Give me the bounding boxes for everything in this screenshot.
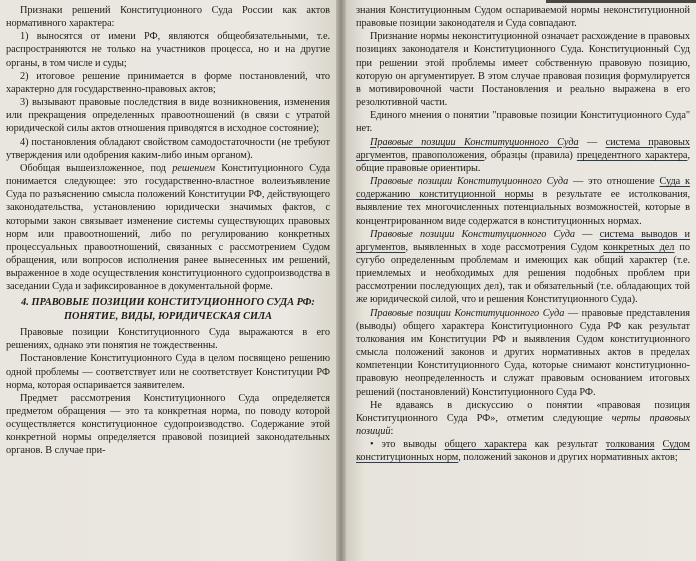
text-run: , положений законов и других нормативных актов;: [458, 452, 678, 464]
text-run: • это выводы: [370, 439, 445, 451]
text-run: —: [578, 136, 606, 148]
text-run: , образцы (правила): [484, 149, 577, 161]
text-run: как результат: [526, 439, 606, 451]
section-heading-line-1: 4. ПРАВОВЫЕ ПОЗИЦИИ КОНСТИТУЦИОННОГО СУДА РФ:: [21, 297, 315, 309]
definition-term: Правовые позиции Конституционного Суда: [370, 228, 576, 240]
right-paragraph-unconstitutional: Признание нормы неконституционной означает расхождение в правовых позициях законодателя и Конституционного Суда. Конституционный Суд при решении этой проблемы имеет собственную правовую позицию, которую он аргументирует. В этом случае правовая позиция формулируется в мотивировочной части Постановления и реально выражена в его резолютивной части.: [356, 31, 690, 109]
text-run: — это отношение: [568, 176, 660, 188]
definition-4: [356, 307, 690, 399]
left-paragraph-criterion-3: 3) вызывают правовые последствия в виде возникновения, изменения или прекращения определенных правоотношений (в связи с утратой юридической силы актов отношения приводятся в исходное состояние);: [6, 97, 330, 135]
text-run: Обобщая вышеизложенное, под: [20, 162, 173, 174]
underlined-phrase: прецедентного характера: [576, 149, 688, 161]
text-run: :: [390, 426, 394, 437]
text-run: — правовые представления (выводы) общего характера Конституционного Суда РФ как результат толкования им Конституции РФ и выявления Судом конституционного смысла положений законов и других нормативных актов в пределах компетенции Конституционного Суда, которые снимают конституционно-правовую неопределенность и служат правовым основанием итоговых решений (постановлений) Конституционного Суда РФ.: [356, 307, 690, 398]
definition-term: Правовые позиции Конституционного Суда: [370, 307, 565, 319]
left-page: [0, 0, 338, 561]
underlined-phrase: конкретных дел: [603, 241, 675, 253]
running-header-bar: [546, 0, 696, 3]
book-gutter: [336, 0, 346, 561]
underlined-phrase: система правовых аргументов: [356, 136, 691, 161]
text-run: —: [575, 228, 600, 240]
text-run: Не вдаваясь в дискуссию о понятии «правовая позиция Конституционного Суда РФ», отметим следующие: [356, 399, 690, 424]
definition-1: [356, 136, 690, 175]
definition-3: [356, 228, 690, 307]
definition-term: Правовые позиции Конституционного Суда: [370, 176, 569, 188]
text-run: по сугубо определенным проблемам и имеющих как общий характер (т.е. приемлемых и необходимых для решения подобных проблем при рассмотрении последующих дел), так и обязательный (т.е. обладающих той же юридической силой, что и решения Конституционного Суда).: [356, 241, 690, 306]
left-paragraph-decision-definition: [6, 162, 330, 294]
emphasis-decision: решением: [172, 162, 216, 174]
underlined-phrase: правоположения: [411, 149, 485, 161]
underlined-phrase: Суда к содержанию конституционной нормы: [356, 176, 691, 201]
right-paragraph-continuation: знания Конституционным Судом оспариваемой нормы неконституционной правовые позиции законодателя и Суда совпадают.: [356, 5, 690, 30]
section-heading: [6, 296, 330, 323]
bullet-item-1: [356, 438, 690, 464]
left-paragraph-criterion-2: 2) итоговое решение принимается в форме постановлений, что характерно для государственно-правовых актов;: [6, 70, 330, 95]
underlined-phrase: Судом конституционных норм: [356, 439, 691, 464]
underlined-phrase: толкования: [605, 439, 655, 451]
right-page: [344, 0, 696, 561]
left-paragraph-positions-intro: Правовые позиции Конституционного Суда выражаются в его решениях, однако эти понятия не тождественны.: [6, 327, 330, 352]
left-paragraph-resolution: Постановление Конституционного Суда в целом посвящено решению одной проблемы — соответствует или не соответствует Конституции РФ норма, которая оспаривается заявителем.: [6, 353, 330, 391]
definition-2: [356, 175, 690, 228]
text-run: ,: [405, 149, 412, 161]
underlined-phrase: система выводов и аргументов: [356, 228, 691, 253]
definition-term: Правовые позиции Конституционного Суда: [370, 136, 579, 148]
right-paragraph-no-consensus: Единого мнения о понятии "правовые позиции Конституционного Суда" нет.: [356, 110, 690, 135]
left-paragraph-criteria-intro: Признаки решений Конституционного Суда России как актов нормативного характера:: [6, 5, 330, 30]
text-run: , выявленных в ходе рассмотрения Судом: [405, 241, 604, 253]
underlined-phrase: общего характера: [444, 439, 527, 451]
text-run: в результате ее истолкования, выявление тех многочисленных потенциальных возможностей, которые в концентрированном виде содержатся в конституционных нормах.: [356, 189, 690, 227]
left-paragraph-criterion-1: 1) выносятся от имени РФ, являются общеобязательными, т.е. распространяются не только на участников процесса, но и на другие органы, в том числе и суды;: [6, 31, 330, 69]
emphasis-features: черты правовых позиций: [356, 412, 690, 437]
text-run: , общие правовые ориентиры.: [356, 149, 690, 174]
section-heading-line-2: ПОНЯТИЕ, ВИДЫ, ЮРИДИЧЕСКАЯ СИЛА: [64, 310, 272, 322]
right-paragraph-features-intro: [356, 399, 690, 438]
left-paragraph-subject: Предмет рассмотрения Конституционного Суда определяется предметом обращения — это та конкретная норма, по поводу которой осуществляется конституционное судопроизводство. Содержание этой конкретной нормы определяется правовой позицией законодательных органов. В случае при-: [6, 392, 330, 457]
text-run: Конституционного Суда понимается следующее: это государственно-властное волеизъявление Суда по разъяснению смысла положений Конституции РФ, действующего законодательства, установлению юридически значимых фактов, с которыми закон связывает изменение системы существующих правовых норм или правоотношений, либо по регулированию конкретных процессуальных правоотношений, связанных с рассмотрением Судом обращения, или вопросов исполнения ранее вынесенных им решений, выраженное в ходе осуществления конституционного судопроизводства в заседании Суда и зафиксированное в документальной форме.: [6, 162, 330, 293]
left-paragraph-criterion-4: 4) постановления обладают свойством самодостаточности (не требуют утверждения или одобрения каким-либо иным органом).: [6, 136, 330, 161]
